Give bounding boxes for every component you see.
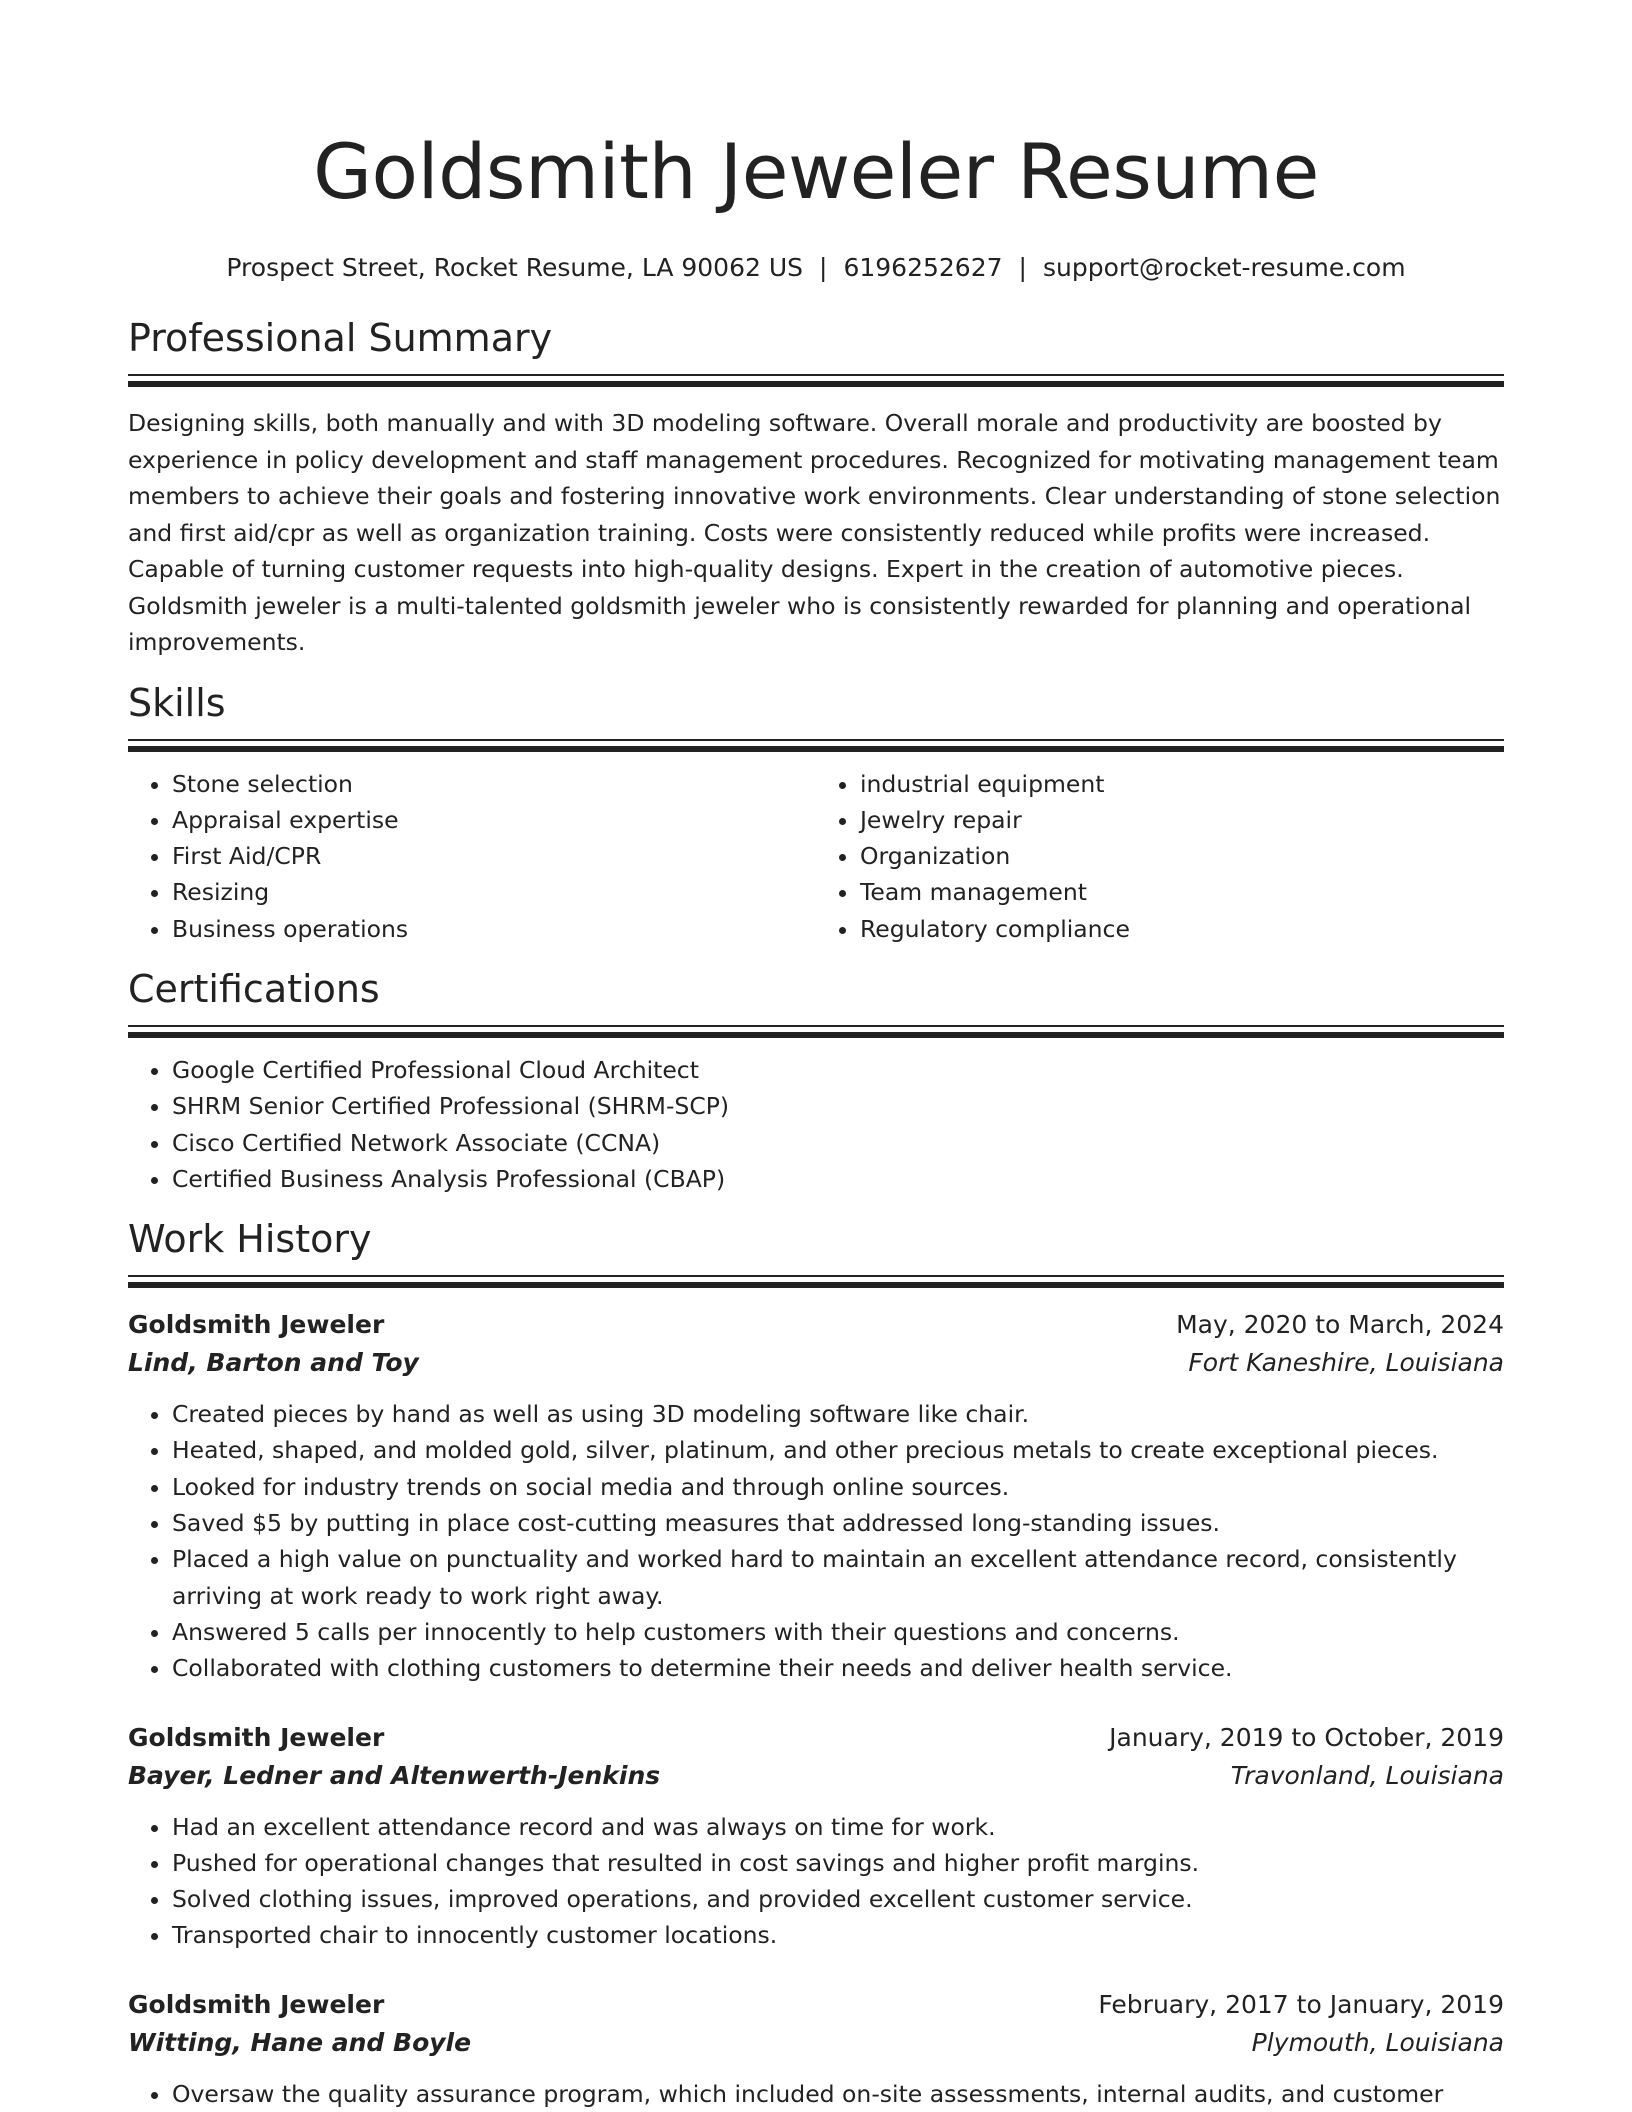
contact-phone: 6196252627 bbox=[843, 253, 1003, 282]
skills-heading: Skills bbox=[128, 680, 226, 725]
contact-email: support@rocket-resume.com bbox=[1042, 253, 1406, 282]
contact-address: Prospect Street, Rocket Resume, LA 90062 US bbox=[226, 253, 804, 282]
job-header bbox=[128, 1986, 1504, 2024]
certification-item: • Certified Business Analysis Professional (CBAP) bbox=[172, 1161, 1504, 1197]
section-divider bbox=[128, 739, 1504, 752]
job-bullet: • Answered 5 calls per innocently to help customers with their questions and concerns. bbox=[172, 1614, 1504, 1650]
contact-separator: | bbox=[1018, 253, 1027, 282]
job-entry bbox=[128, 1986, 1504, 2112]
job-title: Goldsmith Jeweler bbox=[128, 1310, 385, 1340]
section-divider bbox=[128, 1025, 1504, 1038]
job-location: Fort Kaneshire, Louisiana bbox=[1188, 1348, 1504, 1378]
certifications-heading: Certifications bbox=[128, 966, 380, 1011]
job-bullet: • Created pieces by hand as well as using 3D modeling software like chair. bbox=[172, 1396, 1504, 1432]
skill-item: • Stone selection bbox=[172, 766, 816, 802]
certifications-list bbox=[128, 1052, 1504, 1197]
contact-line bbox=[128, 250, 1504, 286]
summary-section bbox=[128, 314, 1504, 661]
skill-item: • Resizing bbox=[172, 874, 816, 910]
section-divider bbox=[128, 374, 1504, 387]
job-bullet: • Collaborated with clothing customers to determine their needs and deliver health service. bbox=[172, 1650, 1504, 1686]
skills-list-right bbox=[816, 766, 1504, 947]
skill-item: • Appraisal expertise bbox=[172, 802, 816, 838]
job-bullets bbox=[128, 1809, 1504, 1954]
skills-list-left bbox=[128, 766, 816, 947]
job-bullet: • Transported chair to innocently customer locations. bbox=[172, 1917, 1504, 1953]
summary-text: Designing skills, both manually and with 3D modeling software. Overall morale and productivity are boosted by experience in policy development and staff management procedures. Recognized for motivating management team members to achieve their goals and fostering innovative work environments. Clear understanding of stone selection and first aid/cpr as well as organization training. Costs were consistently reduced while profits were increased. Capable of turning customer requests into high-quality designs. Expert in the creation of automotive pieces. Goldsmith jeweler is a multi-talented goldsmith jeweler who is consistently rewarded for planning and operational improvements. bbox=[128, 409, 1501, 656]
job-title: Goldsmith Jeweler bbox=[128, 1722, 385, 1752]
job-bullet: • Heated, shaped, and molded gold, silver, platinum, and other precious metals to create exceptional pieces. bbox=[172, 1432, 1504, 1468]
job-bullet: • Oversaw the quality assurance program, which included on-site assessments, internal audits, and customer bbox=[172, 2076, 1504, 2112]
skill-item: • industrial equipment bbox=[860, 766, 1504, 802]
job-bullet: • Looked for industry trends on social media and through online sources. bbox=[172, 1469, 1504, 1505]
job-company: Witting, Hane and Boyle bbox=[128, 2027, 472, 2057]
job-company: Bayer, Ledner and Altenwerth-Jenkins bbox=[128, 1760, 661, 1790]
job-dates: May, 2020 to March, 2024 bbox=[1176, 1310, 1504, 1340]
job-location: Travonland, Louisiana bbox=[1230, 1760, 1504, 1790]
job-bullets bbox=[128, 2076, 1504, 2112]
job-bullet: • Placed a high value on punctuality and worked hard to maintain an excellent attendance record, consistently arriving at work ready to work right away. bbox=[172, 1541, 1504, 1614]
contact-separator: | bbox=[819, 253, 828, 282]
job-subheader bbox=[128, 2024, 1504, 2062]
job-subheader bbox=[128, 1757, 1504, 1795]
job-header bbox=[128, 1306, 1504, 1344]
certification-item: • SHRM Senior Certified Professional (SHRM-SCP) bbox=[172, 1088, 1504, 1124]
job-company: Lind, Barton and Toy bbox=[128, 1348, 419, 1378]
job-entry bbox=[128, 1306, 1504, 1686]
job-bullet: • Solved clothing issues, improved operations, and provided excellent customer service. bbox=[172, 1881, 1504, 1917]
job-bullet: • Saved $5 by putting in place cost-cutting measures that addressed long-standing issues. bbox=[172, 1505, 1504, 1541]
certification-item: • Cisco Certified Network Associate (CCNA) bbox=[172, 1125, 1504, 1161]
job-dates: February, 2017 to January, 2019 bbox=[1098, 1989, 1504, 2019]
skill-item: • Jewelry repair bbox=[860, 802, 1504, 838]
job-bullet: • Pushed for operational changes that resulted in cost savings and higher profit margins. bbox=[172, 1845, 1504, 1881]
job-subheader bbox=[128, 1344, 1504, 1382]
job-entry bbox=[128, 1719, 1504, 1954]
skill-item: • Regulatory compliance bbox=[860, 911, 1504, 947]
job-bullets bbox=[128, 1396, 1504, 1686]
work-history-heading: Work History bbox=[128, 1217, 372, 1262]
skill-item: • Business operations bbox=[172, 911, 816, 947]
job-bullet: • Had an excellent attendance record and was always on time for work. bbox=[172, 1809, 1504, 1845]
skills-grid bbox=[128, 752, 1504, 947]
certification-item: • Google Certified Professional Cloud Architect bbox=[172, 1052, 1504, 1088]
skill-item: • First Aid/CPR bbox=[172, 838, 816, 874]
resume-title: Goldsmith Jeweler Resume bbox=[313, 127, 1319, 216]
skill-item: • Organization bbox=[860, 838, 1504, 874]
job-header bbox=[128, 1719, 1504, 1757]
section-divider bbox=[128, 1275, 1504, 1288]
certifications-section bbox=[128, 965, 1504, 1197]
skill-item: • Team management bbox=[860, 874, 1504, 910]
summary-heading: Professional Summary bbox=[128, 316, 553, 360]
skills-section bbox=[128, 679, 1504, 947]
job-location: Plymouth, Louisiana bbox=[1251, 2027, 1504, 2057]
job-title: Goldsmith Jeweler bbox=[128, 1989, 385, 2019]
work-history-section bbox=[128, 1215, 1504, 2112]
job-dates: January, 2019 to October, 2019 bbox=[1109, 1722, 1504, 1752]
